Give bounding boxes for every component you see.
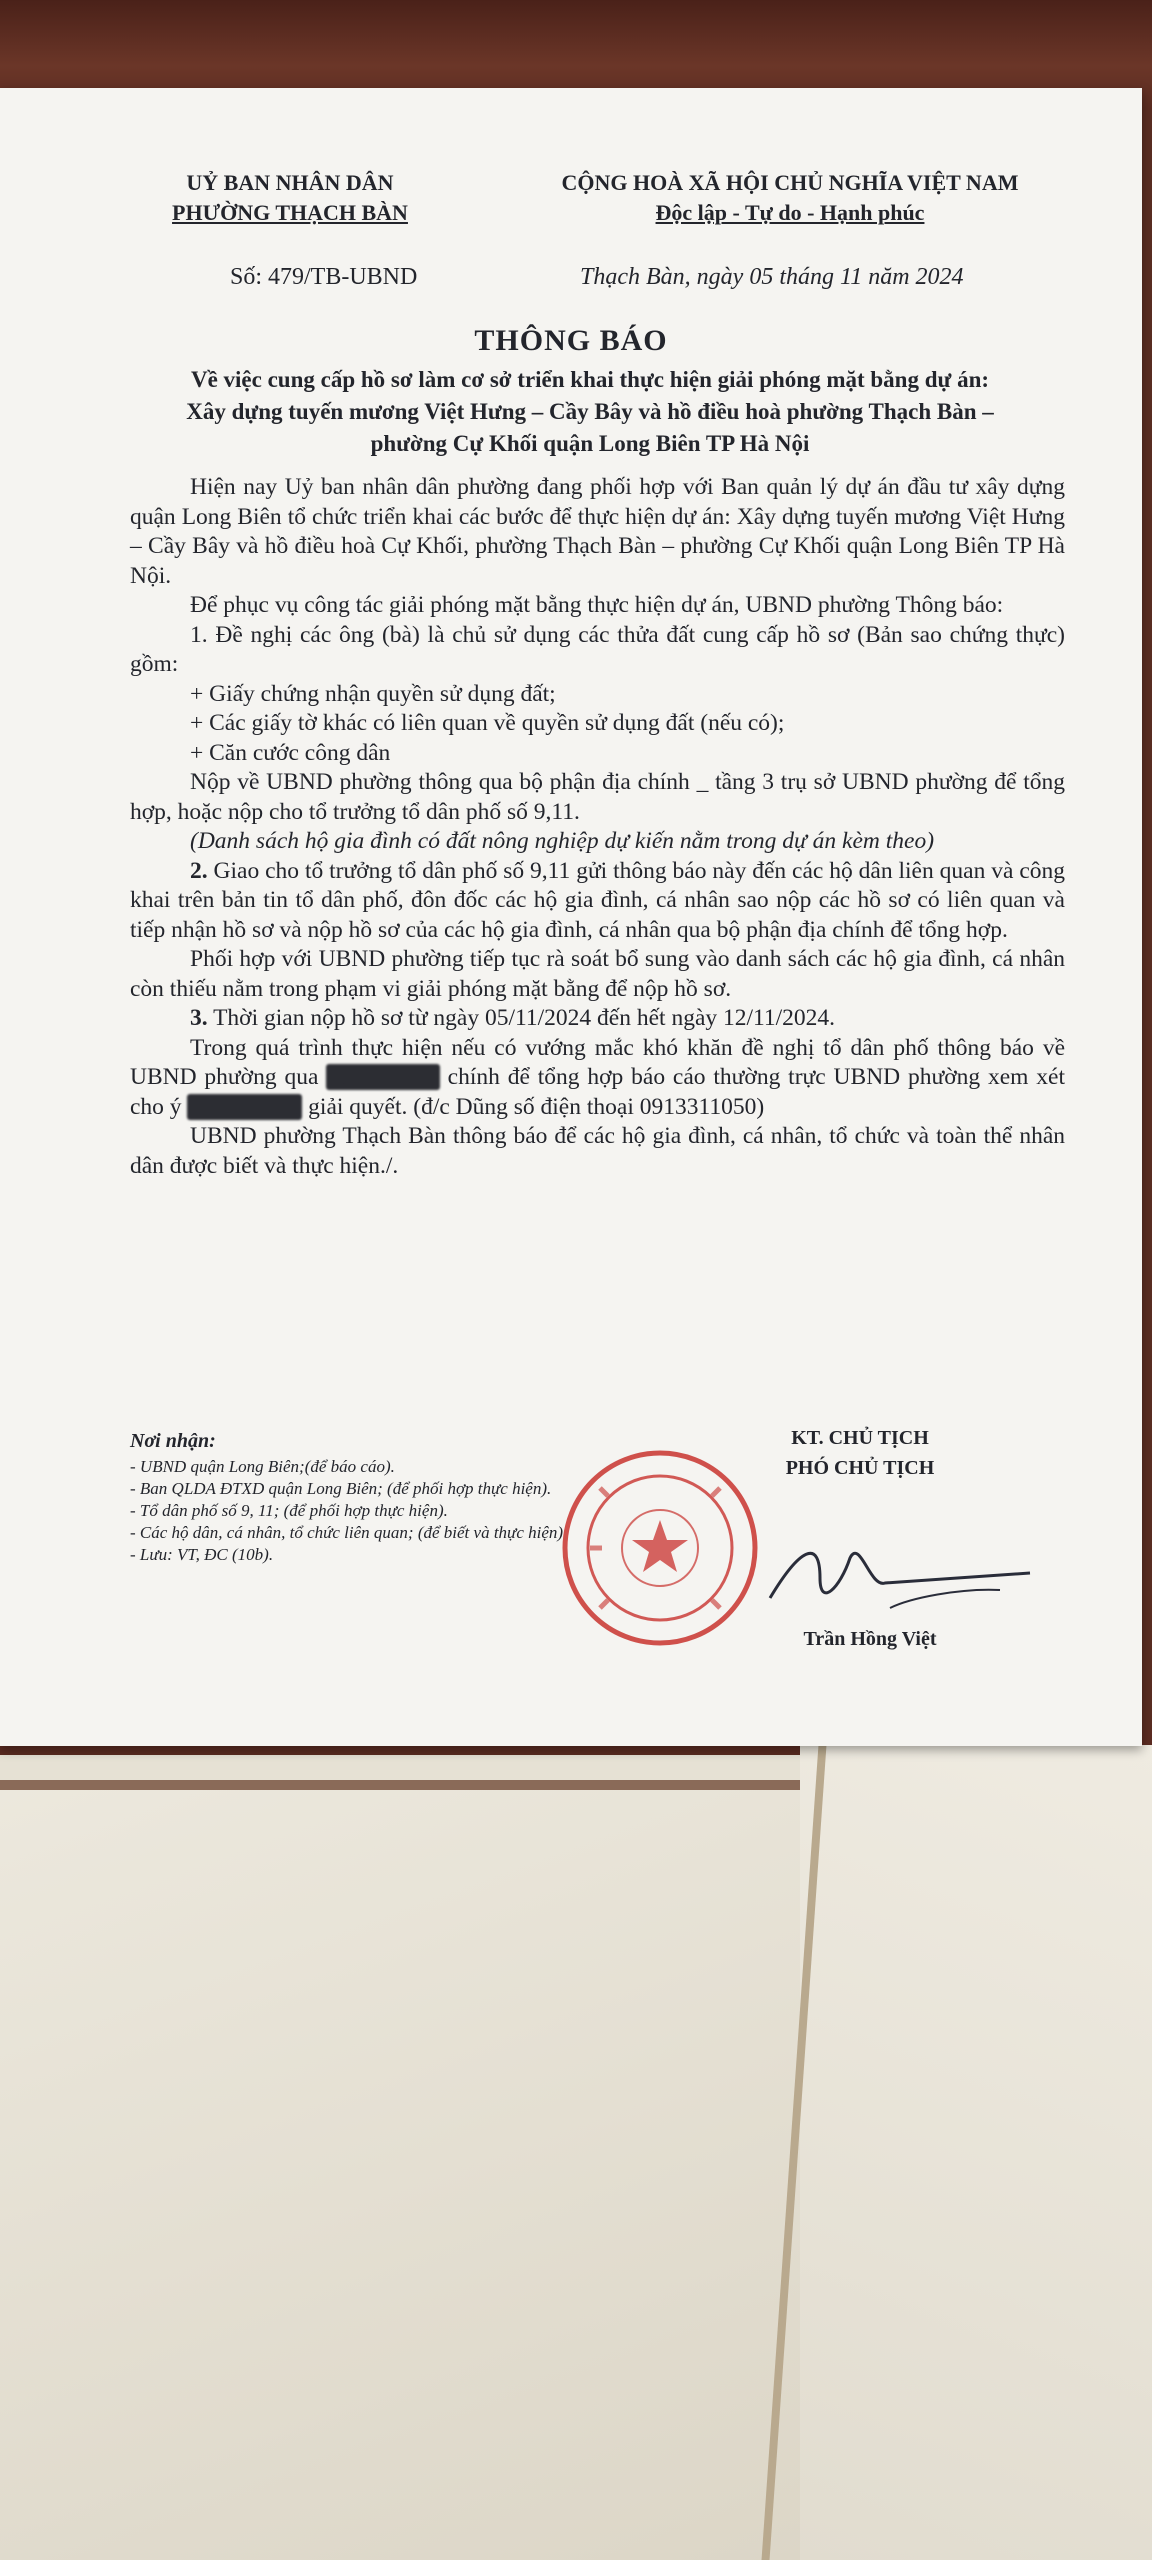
paragraph-attachment-note: (Danh sách hộ gia đình có đất nông nghiệp dự kiến nằm trong dự án kèm theo) (190, 828, 935, 854)
document-subject (100, 364, 1080, 460)
signature-block (680, 1423, 1040, 1483)
subject-line-2: Xây dựng tuyến mương Việt Hưng – Cầy Bây và hồ điều hoà phường Thạch Bàn – (186, 399, 994, 424)
subject-line-3: phường Cự Khối quận Long Biên TP Hà Nội (370, 431, 810, 456)
recipient-item: - Tổ dân phố số 9, 11; (để phối hợp thực hiện). (130, 1501, 448, 1520)
national-header (540, 168, 1040, 228)
tile-edge (0, 1780, 800, 1790)
recipient-item: - Lưu: VT, ĐC (10b). (130, 1545, 274, 1564)
paragraph-item-2 (130, 857, 1065, 946)
subject-line-1: Về việc cung cấp hồ sơ làm cơ sở triển khai thực hiện giải phóng mặt bằng dự án: (190, 367, 990, 392)
paragraph-item-1: 1. Đề nghị các ông (bà) là chủ sử dụng các thửa đất cung cấp hồ sơ (Bản sao chứng thực) gồm: (130, 621, 1065, 677)
recipient-item: - Ban QLDA ĐTXD quận Long Biên; (để phối hợp thực hiện). (130, 1479, 552, 1498)
item-3-number: 3. (190, 1005, 208, 1031)
item-2-number: 2. (190, 857, 208, 884)
signer-name: Trần Hồng Việt (803, 1628, 937, 1650)
nation-line-2: Độc lập - Tự do - Hạnh phúc (655, 200, 925, 225)
paragraph-intro: Hiện nay Uỷ ban nhân dân phường đang phối hợp với Ban quản lý dự án đầu tư xây dựng quận Long Biên tổ chức triển khai các bước để thực hiện dự án: Xây dựng tuyến mương Việt Hưng – Cầy Bây và hồ điều hoà Cự Khối, phường Thạch Bàn – phường Cự Khối quận Long Biên TP Hà Nội. (130, 474, 1065, 589)
org-line-2: PHƯỜNG THẠCH BÀN (172, 200, 408, 225)
tile-left (0, 1790, 800, 2560)
issues-text-c: giải quyết. (đ/c Dũng số điện thoại 0913311050) (302, 1093, 765, 1120)
paragraph-item-3 (130, 1004, 1065, 1034)
tile-right (800, 1745, 1152, 2560)
issues-text-a: Trong quá trình thực hiện nếu có vướng mắc khó khăn đề nghị tổ dân phố thông báo về UBND phường qua (130, 1034, 1065, 1090)
redacted-text-2: kiến chỉ đạo (187, 1093, 303, 1120)
bullet-land-certificate: + Giấy chứng nhận quyền sử dụng đất; (190, 680, 556, 707)
paragraph-purpose: Để phục vụ công tác giải phóng mặt bằng thực hiện dự án, UBND phường Thông báo: (190, 592, 1004, 618)
paragraph-submission: Nộp về UBND phường thông qua bộ phận địa chính _ tầng 3 trụ sở UBND phường để tổng hợp, hoặc nộp cho tổ trưởng tổ dân phố số 9,11. (130, 769, 1065, 825)
paragraph-issues (130, 1034, 1065, 1123)
paragraph-coordination: Phối hợp với UBND phường tiếp tục rà soát bổ sung vào danh sách các hộ gia đình, cá nhân còn thiếu nằm trong phạm vi giải phóng mặt bằng để nộp hồ sơ. (130, 946, 1065, 1002)
paragraph-closing: UBND phường Thạch Bàn thông báo để các hộ gia đình, cá nhân, tổ chức và toàn thể nhân dân được biết và thực hiện./. (130, 1123, 1065, 1179)
recipient-item: - UBND quận Long Biên;(để báo cáo). (130, 1457, 395, 1476)
bullet-id-card: + Căn cước công dân (190, 739, 391, 766)
signature-title-2: PHÓ CHỦ TỊCH (785, 1457, 935, 1479)
item-2-text: Giao cho tổ trưởng tổ dân phố số 9,11 gửi thông báo này đến các hộ dân liên quan và công khai trên bản tin tổ dân phố, đôn đốc các hộ gia đình, cá nhân sao nộp các hồ sơ có liên quan và tiếp nhận hồ sơ và nộp hồ sơ của các hộ gia đình, cá nhân qua bộ phận địa chính để tổng hợp. (130, 857, 1065, 943)
redacted-text-1: bộ phận địa (326, 1064, 440, 1090)
signature-title-1: KT. CHỦ TỊCH (791, 1427, 929, 1449)
recipient-item: - Các hộ dân, cá nhân, tổ chức liên quan; (để biết và thực hiện) (130, 1523, 564, 1542)
document-title: THÔNG BÁO (474, 324, 668, 357)
org-line-1: UỶ BAN NHÂN DÂN (186, 170, 394, 195)
document-date: Thạch Bàn, ngày 05 tháng 11 năm 2024 (580, 264, 964, 290)
recipients-label: Nơi nhận: (130, 1430, 216, 1452)
item-3-text: Thời gian nộp hồ sơ từ ngày 05/11/2024 đến hết ngày 12/11/2024. (207, 1005, 836, 1031)
document-body (130, 473, 1065, 1181)
bullet-other-papers: + Các giấy tờ khác có liên quan về quyền sử dụng đất (nếu có); (190, 710, 785, 736)
document-paper (0, 88, 1142, 1746)
nation-line-1: CỘNG HOÀ XÃ HỘI CHỦ NGHĨA VIỆT NAM (561, 170, 1019, 195)
handwritten-signature (740, 1528, 1040, 1628)
issuing-authority (140, 168, 440, 228)
document-number: Số: 479/TB-UBND (230, 264, 418, 290)
issues-text-b: chính để tổng hợp báo cáo thường trực UBND phường xem xét cho ý (130, 1064, 1066, 1120)
